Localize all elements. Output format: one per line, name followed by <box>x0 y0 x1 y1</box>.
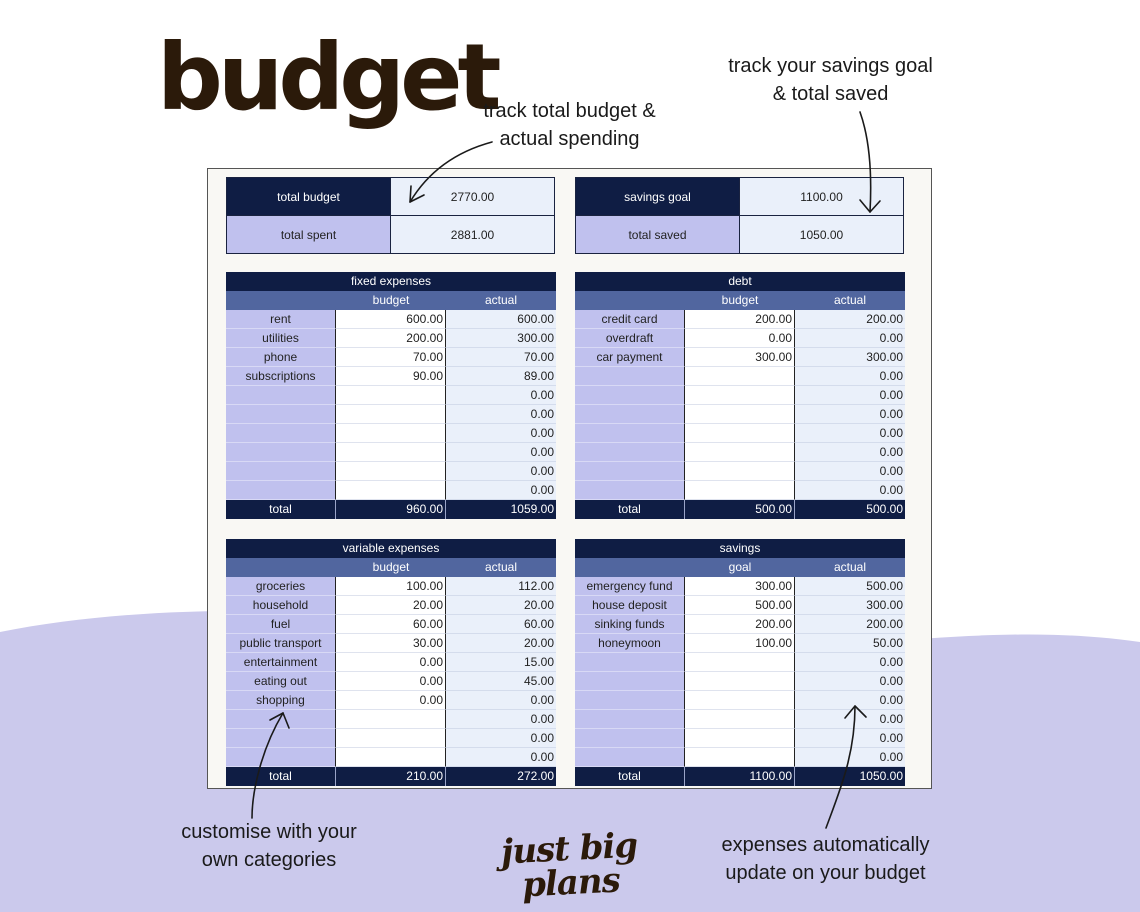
planned-cell[interactable]: 90.00 <box>336 367 446 386</box>
planned-cell[interactable] <box>336 443 446 462</box>
planned-cell[interactable]: 70.00 <box>336 348 446 367</box>
table-row <box>575 310 905 329</box>
planned-cell[interactable] <box>685 729 795 748</box>
category-cell[interactable]: fuel <box>226 615 336 634</box>
table-row <box>575 729 905 748</box>
table-row <box>575 348 905 367</box>
category-cell[interactable]: car payment <box>575 348 685 367</box>
table-row <box>226 386 556 405</box>
planned-cell[interactable] <box>685 653 795 672</box>
actual-cell: 20.00 <box>446 634 556 653</box>
actual-cell: 300.00 <box>446 329 556 348</box>
actual-cell: 50.00 <box>795 634 905 653</box>
planned-cell[interactable]: 200.00 <box>685 310 795 329</box>
table-row <box>226 348 556 367</box>
planned-cell[interactable]: 600.00 <box>336 310 446 329</box>
planned-cell[interactable]: 300.00 <box>685 577 795 596</box>
actual-cell: 0.00 <box>795 424 905 443</box>
planned-cell[interactable]: 300.00 <box>685 348 795 367</box>
callout-budget <box>462 97 677 153</box>
summary-totals-table <box>226 177 555 254</box>
planned-cell[interactable] <box>685 691 795 710</box>
actual-cell: 0.00 <box>446 443 556 462</box>
total-saved-label: total saved <box>576 216 740 254</box>
total-actual: 500.00 <box>866 502 903 516</box>
category-cell[interactable] <box>575 653 685 672</box>
planned-cell[interactable]: 100.00 <box>685 634 795 653</box>
planned-cell[interactable] <box>336 424 446 443</box>
total-label: total <box>226 767 336 786</box>
category-cell[interactable] <box>575 691 685 710</box>
category-cell[interactable]: overdraft <box>575 329 685 348</box>
table-row <box>226 577 556 596</box>
planned-cell[interactable] <box>685 405 795 424</box>
actual-cell: 70.00 <box>446 348 556 367</box>
table-row <box>575 634 905 653</box>
table-row <box>575 481 905 500</box>
actual-cell: 0.00 <box>795 710 905 729</box>
table-row <box>575 386 905 405</box>
table-column-headers <box>575 558 905 577</box>
category-cell[interactable] <box>226 424 336 443</box>
total-spent-label: total spent <box>227 216 391 254</box>
category-cell[interactable] <box>226 710 336 729</box>
planned-cell[interactable]: 0.00 <box>336 653 446 672</box>
total-actual: 1050.00 <box>859 769 903 783</box>
table-title: debt <box>575 272 905 291</box>
total-planned: 500.00 <box>685 500 795 519</box>
actual-cell: 112.00 <box>446 577 556 596</box>
column-header-actual: actual <box>833 293 867 307</box>
category-cell[interactable]: groceries <box>226 577 336 596</box>
actual-cell: 45.00 <box>446 672 556 691</box>
planned-cell[interactable] <box>685 748 795 767</box>
category-cell[interactable]: emergency fund <box>575 577 685 596</box>
category-cell[interactable] <box>575 710 685 729</box>
category-cell[interactable] <box>575 729 685 748</box>
total-label: total <box>575 500 685 519</box>
planned-cell[interactable]: 0.00 <box>336 672 446 691</box>
total-planned: 1100.00 <box>685 767 795 786</box>
actual-cell: 300.00 <box>795 596 905 615</box>
total-actual: 272.00 <box>517 769 554 783</box>
table-row <box>226 710 556 729</box>
actual-cell: 0.00 <box>795 481 905 500</box>
total-label: total <box>575 767 685 786</box>
category-cell[interactable] <box>575 748 685 767</box>
table-row <box>226 367 556 386</box>
callout-categories-line-2: own categories <box>201 849 337 871</box>
column-header-actual: actual <box>833 560 867 574</box>
planned-cell[interactable] <box>336 481 446 500</box>
callout-savings <box>718 52 943 108</box>
actual-cell: 0.00 <box>795 329 905 348</box>
category-cell[interactable]: sinking funds <box>575 615 685 634</box>
actual-cell: 0.00 <box>795 729 905 748</box>
table-row <box>575 691 905 710</box>
total-planned: 960.00 <box>336 500 446 519</box>
table-row <box>226 424 556 443</box>
total-spent-value[interactable]: 2881.00 <box>391 216 555 254</box>
actual-cell: 0.00 <box>795 653 905 672</box>
summary-savings-table <box>575 177 904 254</box>
category-cell[interactable] <box>226 748 336 767</box>
debt-table <box>575 272 905 519</box>
table-title: savings <box>575 539 905 558</box>
column-header-category <box>575 291 685 310</box>
category-cell[interactable]: shopping <box>226 691 336 710</box>
column-header-category <box>226 291 336 310</box>
table-row <box>575 596 905 615</box>
actual-cell: 0.00 <box>795 672 905 691</box>
planned-cell[interactable]: 100.00 <box>336 577 446 596</box>
category-cell[interactable]: house deposit <box>575 596 685 615</box>
savings-goal-label: savings goal <box>576 178 740 216</box>
planned-cell[interactable] <box>336 386 446 405</box>
category-cell[interactable] <box>575 672 685 691</box>
category-cell[interactable] <box>575 443 685 462</box>
actual-cell: 0.00 <box>446 729 556 748</box>
table-row <box>226 729 556 748</box>
category-cell[interactable] <box>226 386 336 405</box>
table-row <box>575 329 905 348</box>
table-row <box>226 596 556 615</box>
summary-row-total-saved <box>576 216 904 254</box>
actual-cell: 0.00 <box>795 691 905 710</box>
column-header-planned: budget <box>372 293 410 307</box>
savings-goal-value[interactable]: 1100.00 <box>740 178 904 216</box>
category-cell[interactable] <box>575 367 685 386</box>
table-column-headers <box>226 291 556 310</box>
category-cell[interactable] <box>226 481 336 500</box>
category-cell[interactable]: credit card <box>575 310 685 329</box>
category-cell[interactable] <box>226 729 336 748</box>
summary-row-savings-goal <box>576 178 904 216</box>
fixed-expenses-table <box>226 272 556 519</box>
table-column-headers <box>226 558 556 577</box>
table-title: variable expenses <box>226 539 556 558</box>
column-header-actual: actual <box>484 560 518 574</box>
planned-cell[interactable]: 20.00 <box>336 596 446 615</box>
actual-cell: 60.00 <box>446 615 556 634</box>
callout-update-line-1: expenses automatically <box>721 834 930 856</box>
table-total-row <box>575 500 905 519</box>
planned-cell[interactable] <box>336 748 446 767</box>
actual-cell: 0.00 <box>795 367 905 386</box>
planned-cell[interactable] <box>685 710 795 729</box>
table-row <box>226 462 556 481</box>
variable-expenses-table <box>226 539 556 786</box>
actual-cell: 0.00 <box>446 424 556 443</box>
callout-savings-line-1: track your savings goal <box>728 55 933 77</box>
table-row <box>226 634 556 653</box>
category-cell[interactable]: phone <box>226 348 336 367</box>
actual-cell: 0.00 <box>446 462 556 481</box>
table-column-headers <box>575 291 905 310</box>
callout-budget-line-2: actual spending <box>499 128 640 150</box>
actual-cell: 600.00 <box>446 310 556 329</box>
column-header-planned: budget <box>372 560 410 574</box>
table-row <box>575 462 905 481</box>
column-header-actual: actual <box>484 293 518 307</box>
table-row <box>226 481 556 500</box>
actual-cell: 20.00 <box>446 596 556 615</box>
total-planned: 210.00 <box>336 767 446 786</box>
actual-cell: 0.00 <box>795 462 905 481</box>
category-cell[interactable]: public transport <box>226 634 336 653</box>
actual-cell: 0.00 <box>795 748 905 767</box>
table-total-row <box>575 767 905 786</box>
actual-cell: 200.00 <box>795 310 905 329</box>
planned-cell[interactable]: 0.00 <box>336 691 446 710</box>
actual-cell: 0.00 <box>446 405 556 424</box>
total-budget-label: total budget <box>227 178 391 216</box>
callout-categories-line-1: customise with your <box>181 821 357 843</box>
category-cell[interactable] <box>575 424 685 443</box>
category-cell[interactable] <box>226 443 336 462</box>
table-row <box>226 310 556 329</box>
summary-row-total-spent <box>227 216 555 254</box>
table-row <box>226 443 556 462</box>
table-total-row <box>226 767 556 786</box>
callout-savings-line-2: & total saved <box>772 83 889 105</box>
category-cell[interactable]: honeymoon <box>575 634 685 653</box>
planned-cell[interactable] <box>685 672 795 691</box>
planned-cell[interactable] <box>685 462 795 481</box>
category-cell[interactable]: subscriptions <box>226 367 336 386</box>
category-cell[interactable] <box>575 405 685 424</box>
table-row <box>226 405 556 424</box>
table-row <box>575 443 905 462</box>
column-header-category <box>575 558 685 577</box>
column-header-category <box>226 558 336 577</box>
category-cell[interactable]: eating out <box>226 672 336 691</box>
category-cell[interactable]: household <box>226 596 336 615</box>
table-row <box>226 615 556 634</box>
table-row <box>226 748 556 767</box>
planned-cell[interactable] <box>685 481 795 500</box>
actual-cell: 89.00 <box>446 367 556 386</box>
planned-cell[interactable]: 30.00 <box>336 634 446 653</box>
savings-table <box>575 539 905 786</box>
actual-cell: 0.00 <box>795 386 905 405</box>
actual-cell: 200.00 <box>795 615 905 634</box>
summary-row-total-budget <box>227 178 555 216</box>
planned-cell[interactable]: 60.00 <box>336 615 446 634</box>
table-total-row <box>226 500 556 519</box>
planned-cell[interactable] <box>685 386 795 405</box>
table-row <box>575 405 905 424</box>
table-row <box>575 577 905 596</box>
planned-cell[interactable]: 200.00 <box>336 329 446 348</box>
actual-cell: 0.00 <box>446 386 556 405</box>
total-saved-value[interactable]: 1050.00 <box>740 216 904 254</box>
page-title: budget <box>157 24 497 131</box>
total-label: total <box>226 500 336 519</box>
category-cell[interactable] <box>575 462 685 481</box>
callout-update-line-2: update on your budget <box>725 862 926 884</box>
actual-cell: 0.00 <box>795 405 905 424</box>
actual-cell: 0.00 <box>446 748 556 767</box>
planned-cell[interactable] <box>685 443 795 462</box>
total-actual: 1059.00 <box>510 502 554 516</box>
category-cell[interactable] <box>575 386 685 405</box>
category-cell[interactable]: entertainment <box>226 653 336 672</box>
planned-cell[interactable] <box>336 405 446 424</box>
planned-cell[interactable]: 200.00 <box>685 615 795 634</box>
column-header-planned: goal <box>728 560 752 574</box>
category-cell[interactable]: utilities <box>226 329 336 348</box>
table-row <box>575 710 905 729</box>
table-title: fixed expenses <box>226 272 556 291</box>
category-cell[interactable] <box>226 405 336 424</box>
actual-cell: 0.00 <box>446 481 556 500</box>
budget-sheet <box>207 168 932 789</box>
table-row <box>226 329 556 348</box>
column-header-planned: budget <box>721 293 759 307</box>
planned-cell[interactable] <box>336 462 446 481</box>
table-row <box>226 653 556 672</box>
table-row <box>575 615 905 634</box>
planned-cell[interactable]: 500.00 <box>685 596 795 615</box>
actual-cell: 0.00 <box>795 443 905 462</box>
planned-cell[interactable] <box>336 729 446 748</box>
planned-cell[interactable] <box>685 367 795 386</box>
category-cell[interactable] <box>575 481 685 500</box>
callout-categories <box>160 818 378 874</box>
table-row <box>226 691 556 710</box>
table-row <box>575 748 905 767</box>
table-row <box>575 424 905 443</box>
actual-cell: 0.00 <box>446 710 556 729</box>
actual-cell: 0.00 <box>446 691 556 710</box>
actual-cell: 500.00 <box>795 577 905 596</box>
table-row <box>575 367 905 386</box>
callout-budget-line-1: track total budget & <box>483 100 656 122</box>
total-budget-value[interactable]: 2770.00 <box>391 178 555 216</box>
table-row <box>575 653 905 672</box>
category-cell[interactable] <box>226 462 336 481</box>
table-row <box>226 672 556 691</box>
brand-logo: just big plans <box>500 825 639 906</box>
table-row <box>575 672 905 691</box>
planned-cell[interactable] <box>685 424 795 443</box>
actual-cell: 15.00 <box>446 653 556 672</box>
planned-cell[interactable] <box>336 710 446 729</box>
actual-cell: 300.00 <box>795 348 905 367</box>
callout-update <box>708 831 943 887</box>
planned-cell[interactable]: 0.00 <box>685 329 795 348</box>
category-cell[interactable]: rent <box>226 310 336 329</box>
